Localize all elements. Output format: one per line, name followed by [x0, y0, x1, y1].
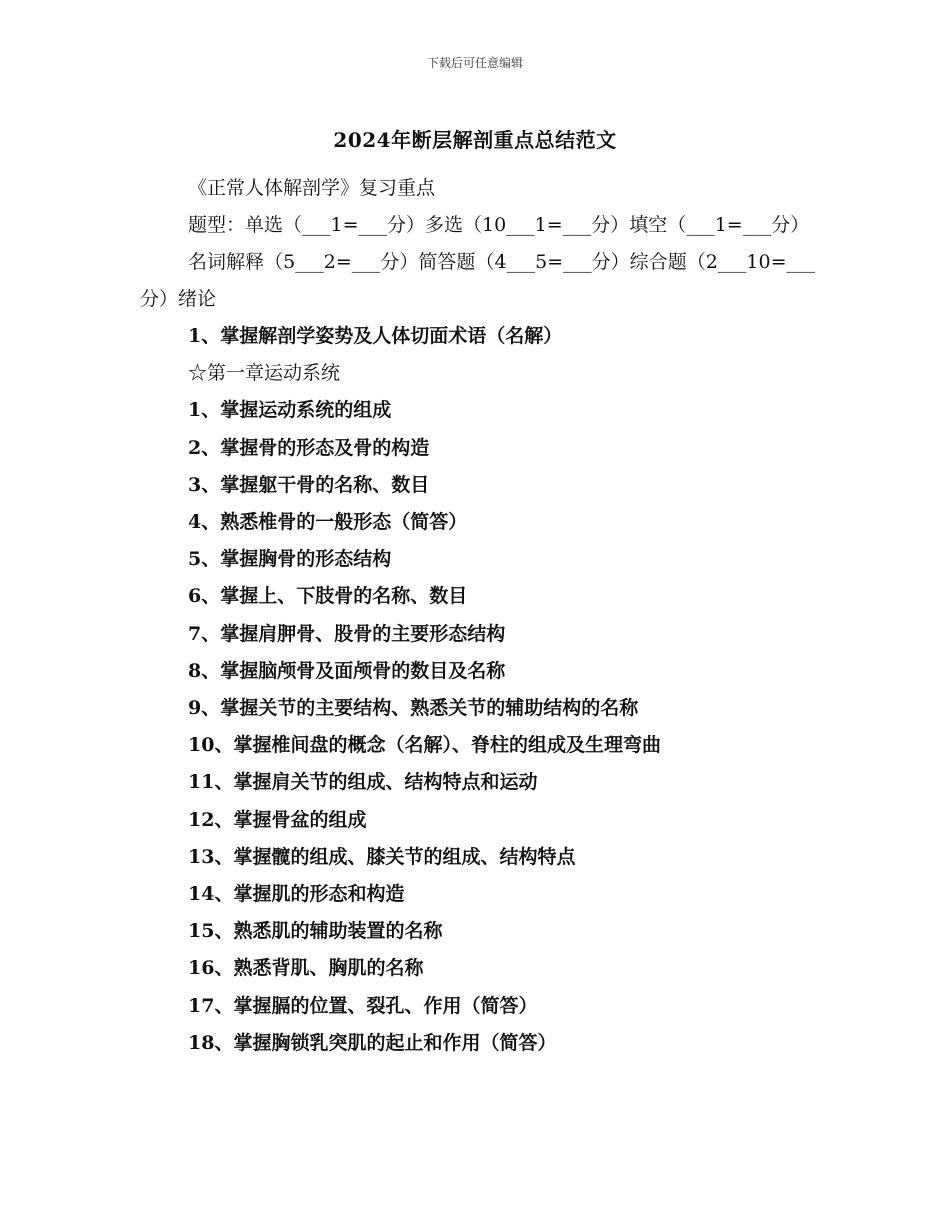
list-item: 7、掌握肩胛骨、股骨的主要形态结构 — [188, 622, 506, 645]
chapter-heading: ☆第一章运动系统 — [188, 362, 341, 385]
list-item: 6、掌握上、下肢骨的名称、数目 — [188, 585, 468, 608]
list-item: 13、掌握髋的组成、膝关节的组成、结构特点 — [188, 845, 576, 868]
document-body — [140, 170, 815, 1062]
intro-paragraph: 名词解释（5___2=___分）简答题（4___5=___分）综合题（2___10=___分）绪论 — [140, 251, 815, 310]
document-title: 2024年断层解剖重点总结范文 — [333, 128, 617, 152]
intro-paragraph: 《正常人体解剖学》复习重点 — [188, 177, 436, 199]
list-item: 10、掌握椎间盘的概念（名解）、脊柱的组成及生理弯曲 — [188, 734, 661, 757]
list-item: 2、掌握骨的形态及骨的构造 — [188, 436, 430, 459]
list-item: 17、掌握膈的位置、裂孔、作用（简答） — [188, 994, 538, 1017]
list-item: 1、掌握解剖学姿势及人体切面术语（名解） — [188, 325, 563, 347]
list-item: 3、掌握躯干骨的名称、数目 — [188, 473, 430, 496]
page-header-note: 下载后可任意编辑 — [426, 56, 523, 70]
intro-paragraph: 题型：单选（___1=___分）多选（10___1=___分）填空（___1=___分） — [188, 214, 810, 236]
list-item: 14、掌握肌的形态和构造 — [188, 883, 405, 906]
list-item: 18、掌握胸锁乳突肌的起止和作用（简答） — [188, 1031, 557, 1054]
list-item: 9、掌握关节的主要结构、熟悉关节的辅助结构的名称 — [188, 697, 639, 720]
list-item: 16、熟悉背肌、胸肌的名称 — [188, 957, 424, 980]
list-item: 15、熟悉肌的辅助装置的名称 — [188, 920, 443, 943]
list-item: 4、熟悉椎骨的一般形态（简答） — [188, 511, 468, 534]
list-item: 8、掌握脑颅骨及面颅骨的数目及名称 — [188, 659, 506, 682]
list-item: 1、掌握运动系统的组成 — [188, 399, 392, 422]
list-item: 5、掌握胸骨的形态结构 — [188, 548, 392, 571]
list-item: 12、掌握骨盆的组成 — [188, 808, 367, 831]
list-item: 11、掌握肩关节的组成、结构特点和运动 — [188, 771, 538, 794]
